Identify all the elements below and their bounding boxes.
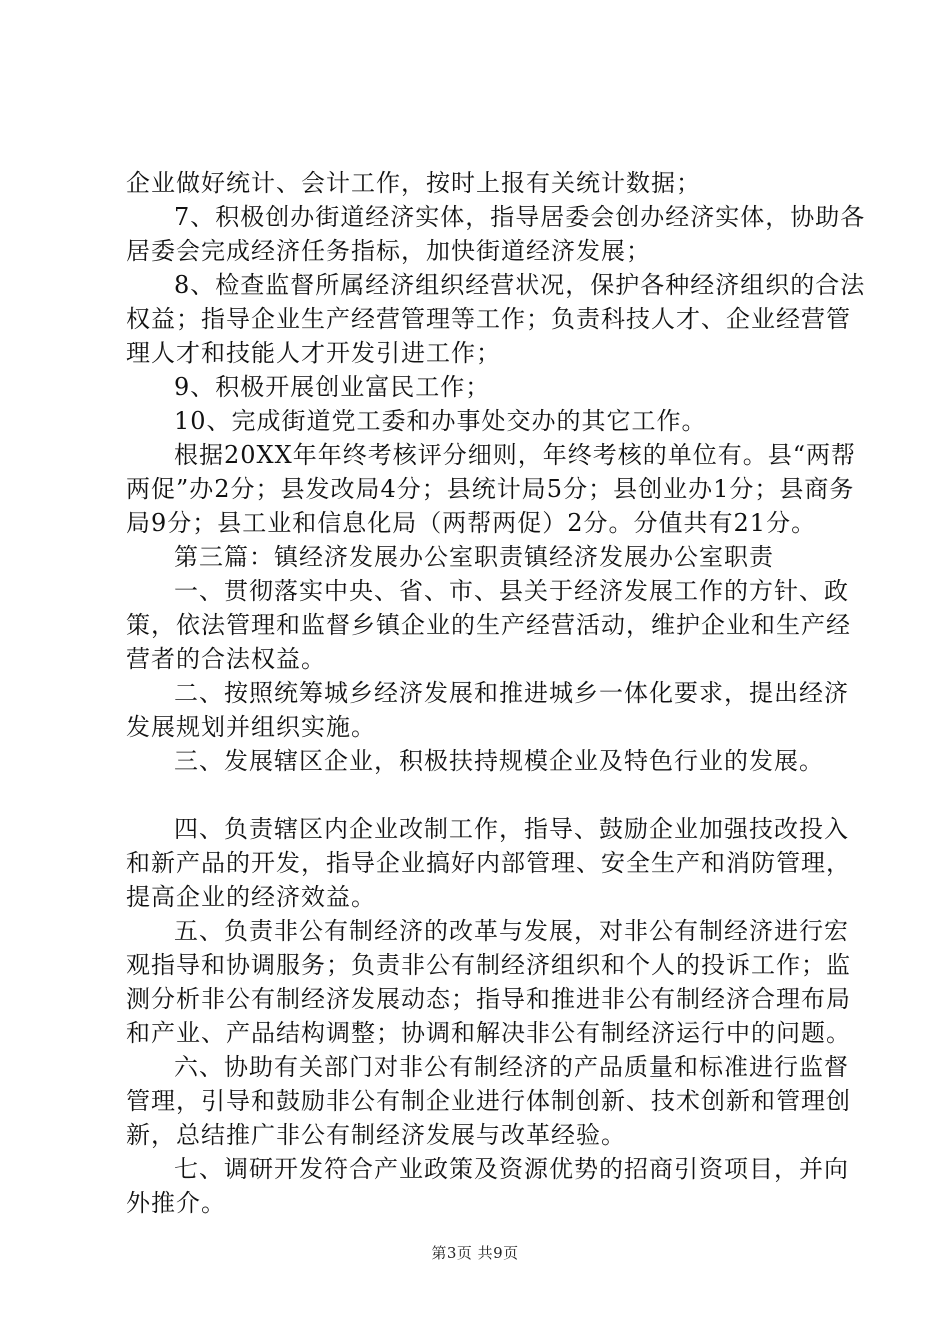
paragraph-continuation: 企业做好统计、会计工作，按时上报有关统计数据； <box>126 169 701 197</box>
section-heading: 第三篇：镇经济发展办公室职责镇经济发展办公室职责 <box>174 543 774 571</box>
document-body <box>126 166 866 1220</box>
paragraph-duty-1: 一、贯彻落实中央、省、市、县关于经济发展工作的方针、政策，依法管理和监督乡镇企业的生产经营活动，维护企业和生产经营者的合法权益。 <box>126 577 851 673</box>
paragraph-duty-2: 二、按照统筹城乡经济发展和推进城乡一体化要求，提出经济发展规划并组织实施。 <box>126 679 849 741</box>
paragraph-duty-4: 四、负责辖区内企业改制工作，指导、鼓励企业加强技改投入和新产品的开发，指导企业搞好内部管理、安全生产和消防管理，提高企业的经济效益。 <box>126 815 851 911</box>
paragraph-duty-6: 六、协助有关部门对非公有制经济的产品质量和标准进行监督管理，引导和鼓励非公有制企业进行体制创新、技术创新和管理创新，总结推广非公有制经济发展与改革经验。 <box>126 1053 851 1149</box>
blank-line <box>126 778 866 812</box>
paragraph-item-7: 7、积极创办街道经济实体，指导居委会创办经济实体，协助各居委会完成经济任务指标，加快街道经济发展； <box>126 203 866 265</box>
paragraph-item-9: 9、积极开展创业富民工作； <box>174 373 491 401</box>
paragraph-duty-7: 七、调研开发符合产业政策及资源优势的招商引资项目，并向外推介。 <box>126 1155 849 1217</box>
paragraph-item-8: 8、检查监督所属经济组织经营状况，保护各种经济组织的合法权益；指导企业生产经营管理等工作；负责科技人才、企业经营管理人才和技能人才开发引进工作； <box>126 271 866 367</box>
paragraph-item-10: 10、完成街道党工委和办事处交办的其它工作。 <box>174 407 707 435</box>
paragraph-duty-3: 三、发展辖区企业，积极扶持规模企业及特色行业的发展。 <box>174 747 824 775</box>
paragraph-duty-5: 五、负责非公有制经济的改革与发展，对非公有制经济进行宏观指导和协调服务；负责非公有制经济组织和个人的投诉工作；监测分析非公有制经济发展动态；指导和推进非公有制经济合理布局和产业、产品结构调整；协调和解决非公有制经济运行中的问题。 <box>126 917 851 1047</box>
paragraph-assessment: 根据20XX年年终考核评分细则，年终考核的单位有。县“两帮两促”办2分；县发改局4分；县统计局5分；县创业办1分；县商务局9分；县工业和信息化局（两帮两促）2分。分值共有21分。 <box>126 441 856 537</box>
page-number-footer: 第3页 共9页 <box>431 1244 519 1262</box>
